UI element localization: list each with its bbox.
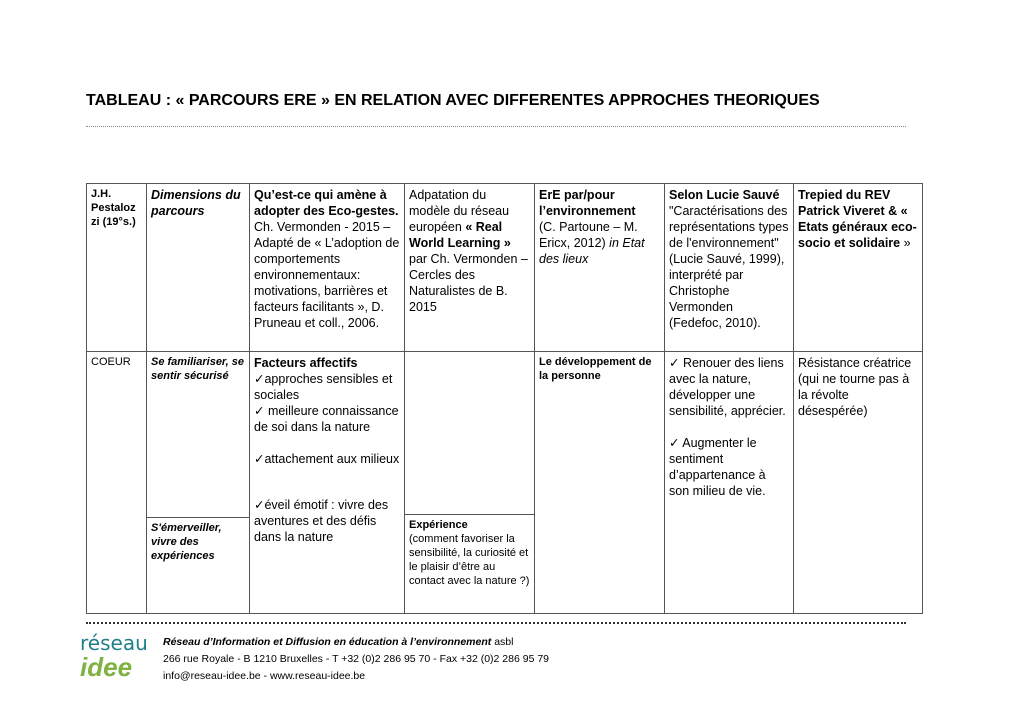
facteurs-title: Facteurs affectifs [254, 356, 358, 370]
logo-text-bottom: idee [80, 652, 133, 682]
header-cell-ere: ErE par/pour l’environnement (C. Partoune – M. Ericx, 2012) in Etat des lieux [535, 184, 665, 352]
sauve-item: ✓ Augmenter le sentiment d’appartenance à son milieu de vie. [669, 436, 766, 498]
table-header-row [87, 184, 923, 352]
cell-dimensions [147, 352, 250, 614]
cell-sauve-items [665, 352, 794, 614]
reseau-idee-logo [80, 632, 150, 682]
header-cell-ecogestes: Qu’est-ce qui amène à adopter des Eco-gestes. Ch. Vermonden - 2015 – Adapté de « L’adoption de comportements environnementaux: motivations, barrières et facteurs facilitants », D. Pruneau et coll., 2006. [250, 184, 405, 352]
facteur-item: ✓éveil émotif : vivre des aventures et des défis dans la nature [254, 498, 389, 544]
footer [163, 634, 549, 685]
dimension-emerveiller: S'émerveiller, vivre des expériences [151, 522, 222, 562]
experience-text: (comment favoriser la sensibilité, la curiosité et le plaisir d’être au contact avec la nature ?) [409, 533, 530, 587]
header-cell-trepied: Trepied du REV Patrick Viveret & « Etats généraux eco-socio et solidaire » [794, 184, 923, 352]
footer-org-suffix: asbl [491, 636, 514, 648]
facteur-item: ✓ meilleure connaissance de soi dans la nature [254, 404, 399, 434]
header-cell-real-world-learning: Adpatation du modèle du réseau européen « Real World Learning » par Ch. Vermonden – Cercles des Naturalistes de B. 2015 [405, 184, 535, 352]
cell-experience [405, 352, 535, 614]
page-title: TABLEAU : « PARCOURS ERE » EN RELATION AVEC DIFFERENTES APPROCHES THEORIQUES [86, 92, 820, 109]
title-divider [86, 126, 906, 127]
table-row-coeur [87, 352, 923, 614]
sauve-item: ✓ Renouer des liens avec la nature, développer une sensibilité, apprécier. [669, 356, 786, 418]
cell-resistance: Résistance créatrice (qui ne tourne pas à la révolte désespérée) [794, 352, 923, 614]
dimension-familiariser: Se familiariser, se sentir sécurisé [151, 356, 244, 382]
experience-title: Expérience [409, 519, 468, 531]
footer-address: 266 rue Royale - B 1210 Bruxelles - T +32 (0)2 286 95 70 - Fax +32 (0)2 286 95 79 [163, 653, 550, 665]
cell-developpement: Le développement de la personne [535, 352, 665, 614]
footer-divider [86, 622, 906, 624]
header-cell-pestalozzi: J.H. Pestaloz zi (19°s.) [87, 184, 147, 352]
comparison-table [86, 183, 923, 614]
cell-coeur: COEUR [87, 352, 147, 614]
header-cell-dimensions: Dimensions du parcours [147, 184, 250, 352]
logo-text-top: réseau [80, 631, 148, 655]
facteur-item: ✓approches sensibles et sociales [254, 372, 393, 402]
header-cell-sauve: Selon Lucie Sauvé "Caractérisations des représentations types de l'environnement" (Lucie Sauvé, 1999), interprété par Christophe Vermonden (Fedefoc, 2010). [665, 184, 794, 352]
cell-facteurs-affectifs [250, 352, 405, 614]
footer-org-name: Réseau d’Information et Diffusion en éducation à l’environnement [163, 636, 492, 648]
footer-contact: info@reseau-idee.be - www.reseau-idee.be [163, 670, 366, 682]
facteur-item: ✓attachement aux milieux [254, 452, 400, 466]
